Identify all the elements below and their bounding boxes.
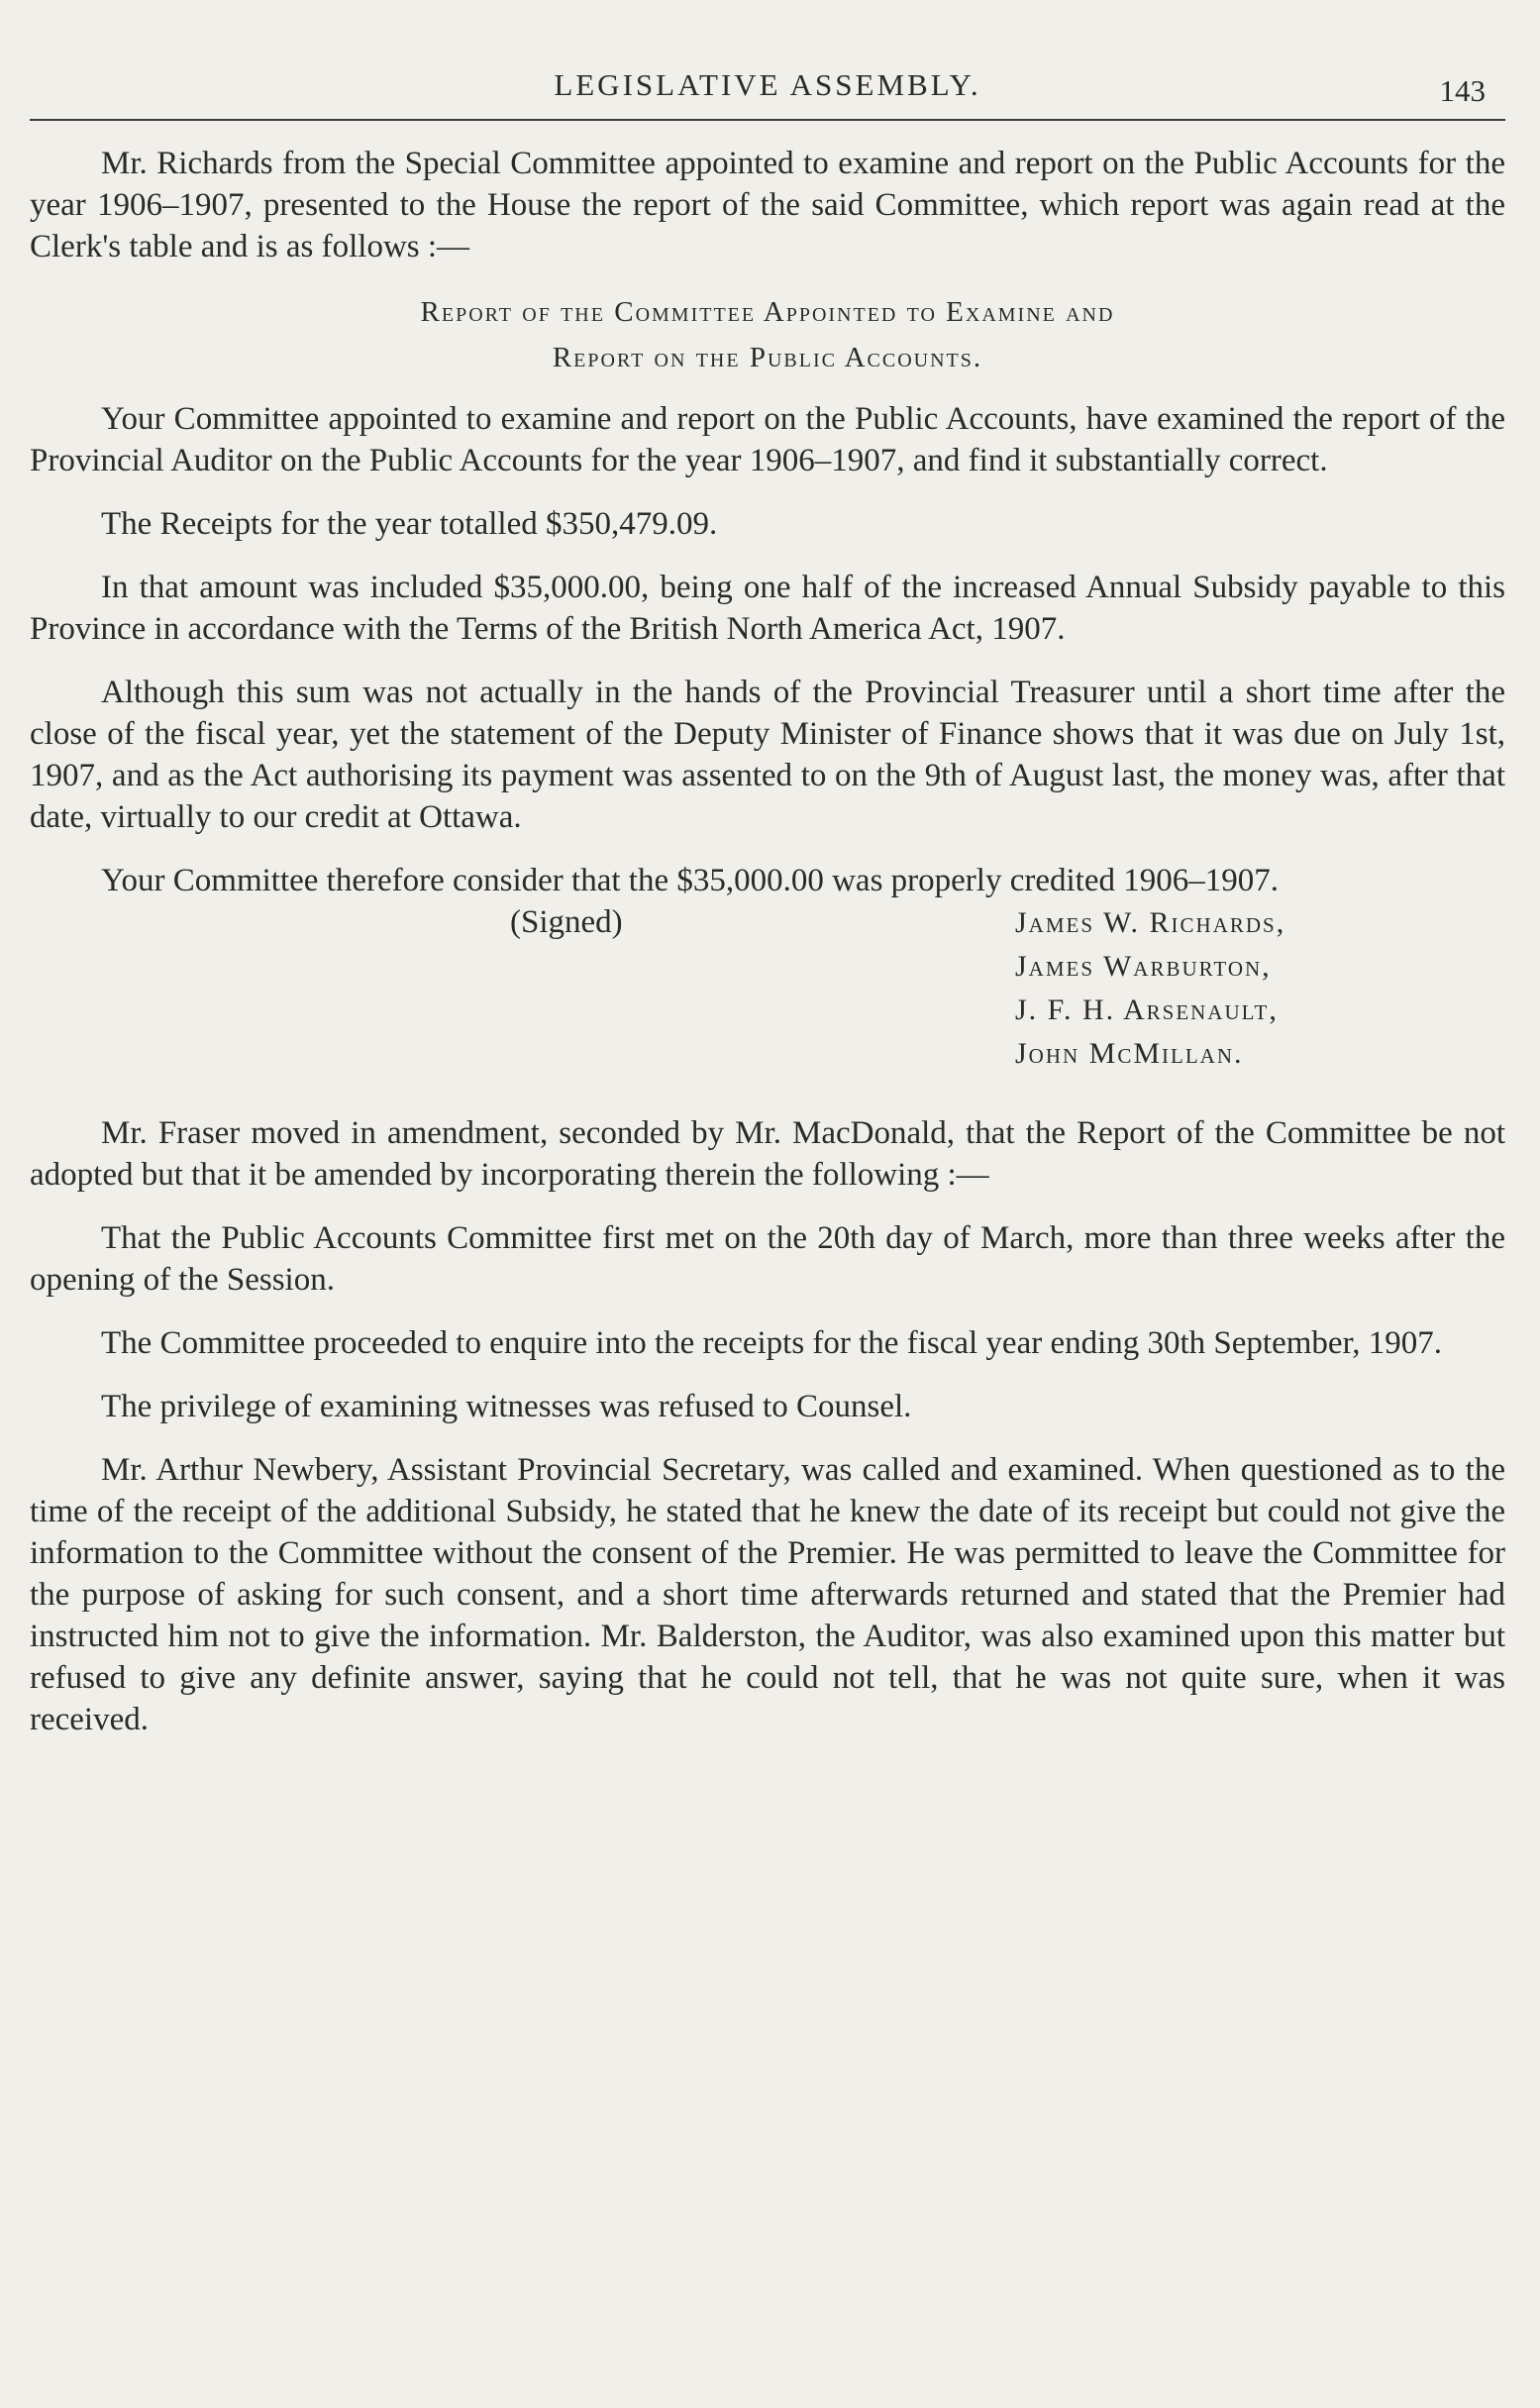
signatory-list: [1015, 901, 1285, 1076]
report-paragraph: Although this sum was not actually in the hands of the Provincial Treasurer until a short time after the close of the fiscal year, yet the statement of the Deputy Minister of Finance shows that it was due on July 1st, 1907, and as the Act authorising its payment was assented to on the 9th of August last, the money was, after that date, virtually to our credit at Ottawa.: [30, 675, 1505, 835]
amendment-paragraph: That the Public Accounts Committee first met on the 20th day of March, more than three weeks after the opening of the Session.: [30, 1220, 1505, 1298]
signatory: James W. Richards,: [1015, 906, 1286, 939]
running-head: [30, 59, 1505, 121]
document-body: [30, 143, 1505, 1740]
signatory: James Warburton,: [1015, 950, 1272, 983]
intro-paragraph: Mr. Richards from the Special Committee appointed to examine and report on the Public Accounts for the year 1906–1907, presented to the House the report of the said Committee, which report was again read at the Clerk's table and is as follows :—: [30, 146, 1505, 264]
amendment-paragraph: Mr. Arthur Newbery, Assistant Provincial Secretary, was called and examined. When questioned as to the time of the receipt of the additional Subsidy, he stated that he knew the date of its receipt but could not give the information to the Committee without the consent of the Premier. He was permitted to leave the Committee for the purpose of asking for such consent, and a short time afterwards returned and stated that the Premier had instructed him not to give the information. Mr. Balderston, the Auditor, was also examined upon this matter but refused to give any definite answer, saying that he could not tell, that he was not quite sure, when it was received.: [30, 1452, 1505, 1737]
report-paragraph: Your Committee therefore consider that the $35,000.00 was properly credited 1906–1907.: [101, 863, 1279, 898]
signatory: John McMillan.: [1015, 1037, 1244, 1070]
report-paragraph: In that amount was included $35,000.00, being one half of the increased Annual Subsidy payable to this Province in accordance with the Terms of the British North America Act, 1907.: [30, 570, 1505, 647]
report-heading-line-1: Report of the Committee Appointed to Examine and: [420, 296, 1115, 328]
report-paragraph: The Receipts for the year totalled $350,479.09.: [101, 506, 718, 542]
amendment-paragraph: Mr. Fraser moved in amendment, seconded by Mr. MacDonald, that the Report of the Committee be not adopted but that it be amended by incorporating therein the following :—: [30, 1115, 1505, 1193]
signatory: J. F. H. Arsenault,: [1015, 994, 1279, 1026]
report-heading-line-2: Report on the Public Accounts.: [552, 342, 983, 373]
report-paragraph: Your Committee appointed to examine and report on the Public Accounts, have examined the report of the Provincial Auditor on the Public Accounts for the year 1906–1907, and find it substantially correct.: [30, 401, 1505, 478]
report-heading: [30, 289, 1505, 380]
signed-label: (Signed): [510, 904, 623, 940]
document-page: [30, 59, 1505, 1762]
page-title: LEGISLATIVE ASSEMBLY.: [554, 67, 981, 102]
signature-block: [30, 901, 1505, 1085]
amendment-paragraph: The privilege of examining witnesses was refused to Counsel.: [101, 1389, 912, 1424]
page-number: 143: [1439, 73, 1486, 108]
amendment-paragraph: The Committee proceeded to enquire into the receipts for the fiscal year ending 30th September, 1907.: [101, 1325, 1442, 1361]
